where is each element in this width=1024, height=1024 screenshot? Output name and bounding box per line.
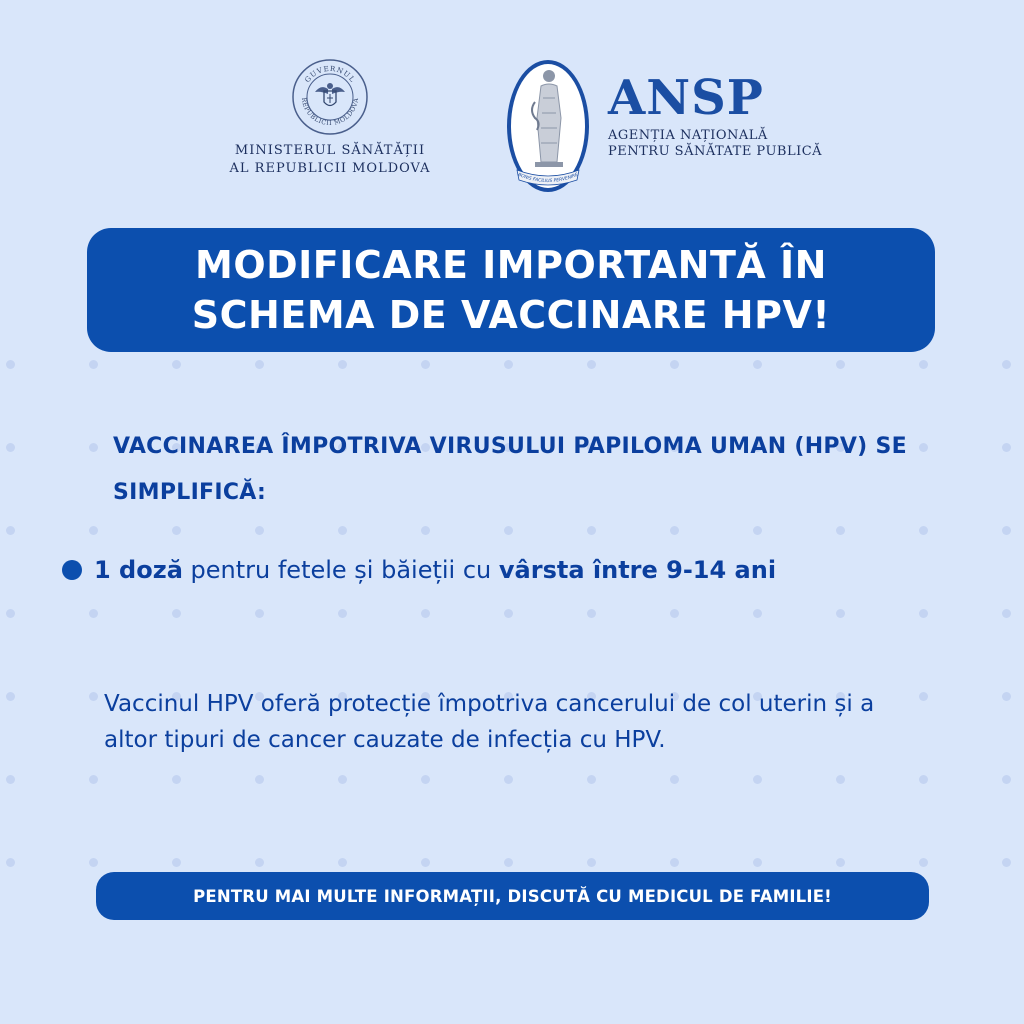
- background-dot: [504, 609, 513, 618]
- background-dot: [670, 775, 679, 784]
- background-dot: [89, 609, 98, 618]
- background-dot: [836, 360, 845, 369]
- background-dot: [172, 775, 181, 784]
- background-dot: [338, 526, 347, 535]
- background-dot: [753, 360, 762, 369]
- background-dot: [836, 609, 845, 618]
- background-dot: [919, 775, 928, 784]
- subheading: VACCINAREA ÎMPOTRIVA VIRUSULUI PAPILOMA UMAN (HPV) SE SIMPLIFICĂ:: [113, 434, 907, 505]
- background-dot: [670, 609, 679, 618]
- background-dot: [89, 692, 98, 701]
- background-dot: [89, 775, 98, 784]
- background-dot: [338, 360, 347, 369]
- background-dot: [255, 526, 264, 535]
- background-dot: [1002, 360, 1011, 369]
- title-line2: SCHEMA DE VACCINARE HPV!: [191, 293, 831, 337]
- background-dot: [338, 858, 347, 867]
- svg-text:REPUBLICII MOLDOVA: REPUBLICII MOLDOVA: [299, 97, 361, 128]
- background-dot: [6, 360, 15, 369]
- svg-text:BONIS FACILIUS PERVENIRE: BONIS FACILIUS PERVENIRE: [516, 172, 580, 185]
- background-dot: [1002, 609, 1011, 618]
- background-dot: [1002, 526, 1011, 535]
- ansp-abbreviation: ANSP: [608, 70, 764, 126]
- background-dot: [1002, 775, 1011, 784]
- background-dot: [421, 360, 430, 369]
- background-dot: [504, 775, 513, 784]
- background-dot: [504, 526, 513, 535]
- background-dot: [89, 858, 98, 867]
- background-dot: [836, 526, 845, 535]
- background-dot: [6, 858, 15, 867]
- background-dot: [255, 858, 264, 867]
- background-dot: [587, 609, 596, 618]
- background-dot: [89, 526, 98, 535]
- background-dot: [753, 609, 762, 618]
- background-dot: [338, 775, 347, 784]
- background-dot: [1002, 692, 1011, 701]
- background-dot: [587, 526, 596, 535]
- footer-banner: [96, 872, 929, 920]
- background-dot: [753, 858, 762, 867]
- background-dot: [670, 360, 679, 369]
- background-dot: [919, 858, 928, 867]
- title-line1: MODIFICARE IMPORTANTĂ ÎN: [195, 243, 827, 287]
- background-dot: [6, 443, 15, 452]
- background-dot: [89, 443, 98, 452]
- background-dot: [1002, 858, 1011, 867]
- background-dot: [6, 526, 15, 535]
- background-dot: [255, 360, 264, 369]
- ansp-medallion-icon: [505, 58, 591, 194]
- background-dot: [504, 858, 513, 867]
- background-dot: [421, 858, 430, 867]
- background-dot: [6, 775, 15, 784]
- background-dot: [753, 526, 762, 535]
- ministry-logo: [225, 58, 435, 178]
- background-dot: [919, 609, 928, 618]
- background-dot: [421, 609, 430, 618]
- background-dot: [172, 360, 181, 369]
- bullet-middle: pentru fetele și băieții cu: [182, 556, 499, 584]
- background-dot: [504, 360, 513, 369]
- bullet-age: vârsta între 9-14 ani: [498, 556, 777, 584]
- ansp-name-line1: AGENȚIA NAȚIONALĂ: [608, 128, 768, 143]
- background-dot: [172, 609, 181, 618]
- ansp-logo-text: [608, 70, 822, 160]
- info-paragraph: Vaccinul HPV oferă protecție împotriva cancerului de col uterin și a altor tipuri de cancer cauzate de infecția cu HPV.: [104, 691, 875, 753]
- government-seal-icon: [291, 58, 369, 136]
- background-dot: [172, 526, 181, 535]
- background-dot: [670, 526, 679, 535]
- background-dot: [255, 609, 264, 618]
- background-dot: [338, 609, 347, 618]
- svg-text:GUVERNUL: GUVERNUL: [303, 64, 357, 85]
- bullet-dot-icon: [62, 560, 82, 580]
- background-dot: [255, 775, 264, 784]
- footer-text: PENTRU MAI MULTE INFORMAȚII, DISCUTĂ CU MEDICUL DE FAMILIE!: [193, 886, 832, 906]
- background-dot: [587, 360, 596, 369]
- background-dot: [421, 775, 430, 784]
- background-dot: [421, 526, 430, 535]
- background-dot: [836, 858, 845, 867]
- background-dot: [1002, 443, 1011, 452]
- background-dot: [172, 858, 181, 867]
- background-dot: [670, 858, 679, 867]
- ministry-name-line2: AL REPUBLICII MOLDOVA: [229, 161, 431, 176]
- bullet-dose: 1 doză: [94, 556, 183, 584]
- ansp-name-line2: PENTRU SĂNĂTATE PUBLICĂ: [608, 144, 823, 159]
- background-dot: [836, 775, 845, 784]
- title-banner: [87, 228, 935, 352]
- background-dot: [6, 692, 15, 701]
- background-dot: [89, 360, 98, 369]
- ministry-name-line1: MINISTERUL SĂNĂTĂȚII: [234, 143, 426, 158]
- background-dot: [6, 609, 15, 618]
- background-dot: [919, 360, 928, 369]
- background-dot: [753, 775, 762, 784]
- background-dot: [587, 775, 596, 784]
- background-dot: [587, 858, 596, 867]
- background-dot: [919, 526, 928, 535]
- bullet-item: [62, 550, 776, 590]
